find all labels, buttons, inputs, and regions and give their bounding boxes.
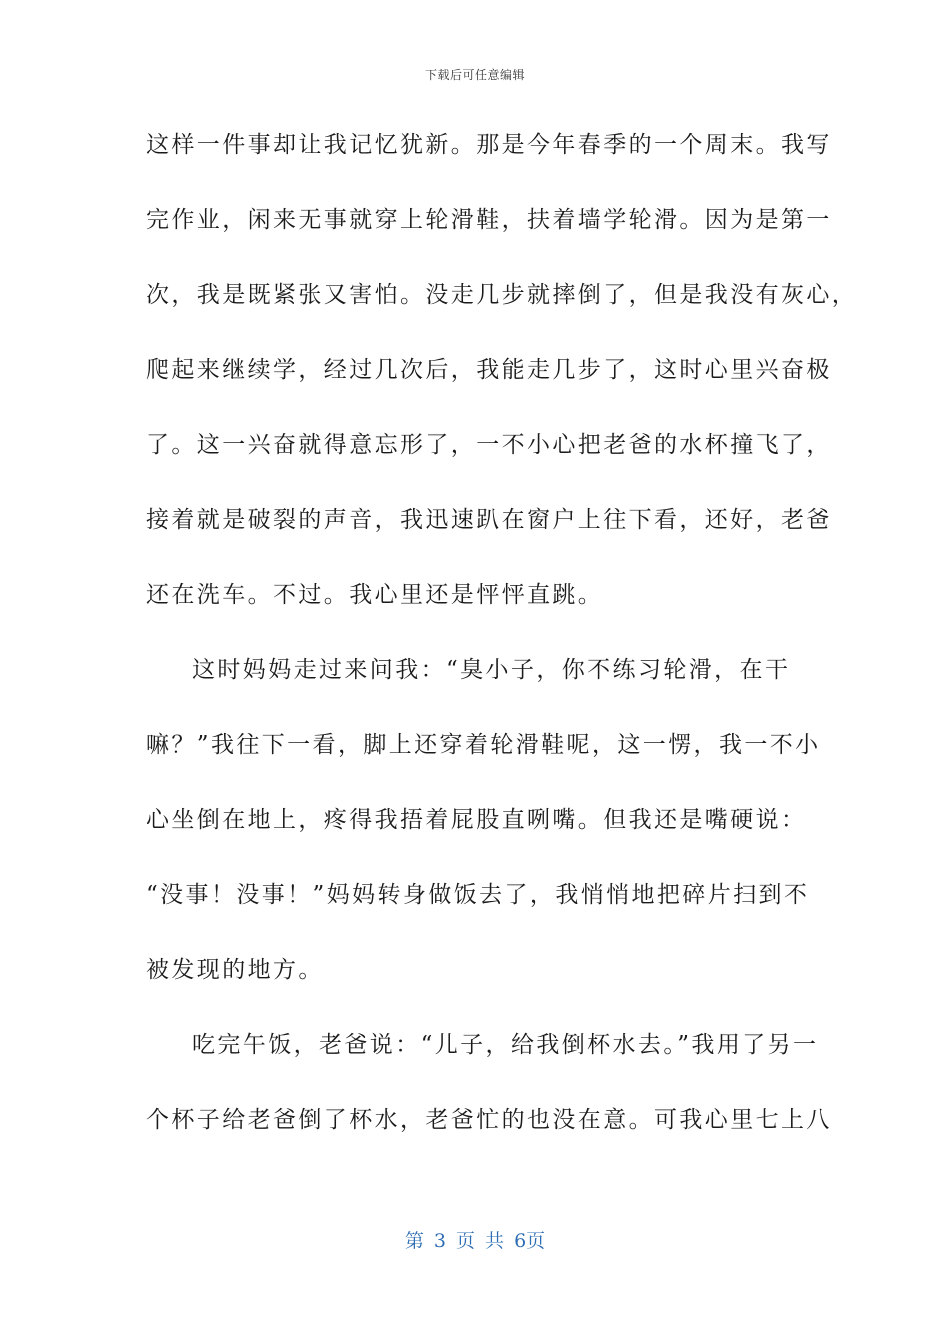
text-line: 接着就是破裂的声音，我迅速趴在窗户上往下看，还好，老爸	[146, 507, 832, 533]
text-line: 个杯子给老爸倒了杯水，老爸忙的也没在意。可我心里七上八	[146, 1107, 832, 1133]
paragraph-start-line: 这时妈妈走过来问我：“臭小子，你不练习轮滑，在干	[192, 657, 791, 683]
text-line: 还在洗车。不过。我心里还是怦怦直跳。	[146, 582, 604, 608]
text-line: 被发现的地方。	[146, 957, 324, 983]
text-line: 次，我是既紧张又害怕。没走几步就摔倒了，但是我没有灰心，	[146, 282, 858, 308]
text-line: 爬起来继续学，经过几次后，我能走几步了，这时心里兴奋极	[146, 357, 832, 383]
text-line: “没事！没事！”妈妈转身做饭去了，我悄悄地把碎片扫到不	[146, 882, 810, 908]
text-line: 这样一件事却让我记忆犹新。那是今年春季的一个周末。我写	[146, 132, 832, 158]
text-line: 完作业，闲来无事就穿上轮滑鞋，扶着墙学轮滑。因为是第一	[146, 207, 832, 233]
text-line: 心坐倒在地上，疼得我捂着屁股直咧嘴。但我还是嘴硬说：	[146, 807, 807, 833]
document-body	[146, 128, 858, 1178]
page-header: 下载后可任意编辑	[424, 68, 525, 82]
text-line: 了。这一兴奋就得意忘形了，一不小心把老爸的水杯撞飞了，	[146, 432, 832, 458]
paragraph-start-line: 吃完午饭，老爸说：“儿子，给我倒杯水去。”我用了另一	[192, 1032, 819, 1058]
text-line: 嘛？”我往下一看，脚上还穿着轮滑鞋呢，这一愣，我一不小	[146, 732, 821, 758]
page-number-footer: 第 3 页 共 6页	[404, 1230, 546, 1252]
